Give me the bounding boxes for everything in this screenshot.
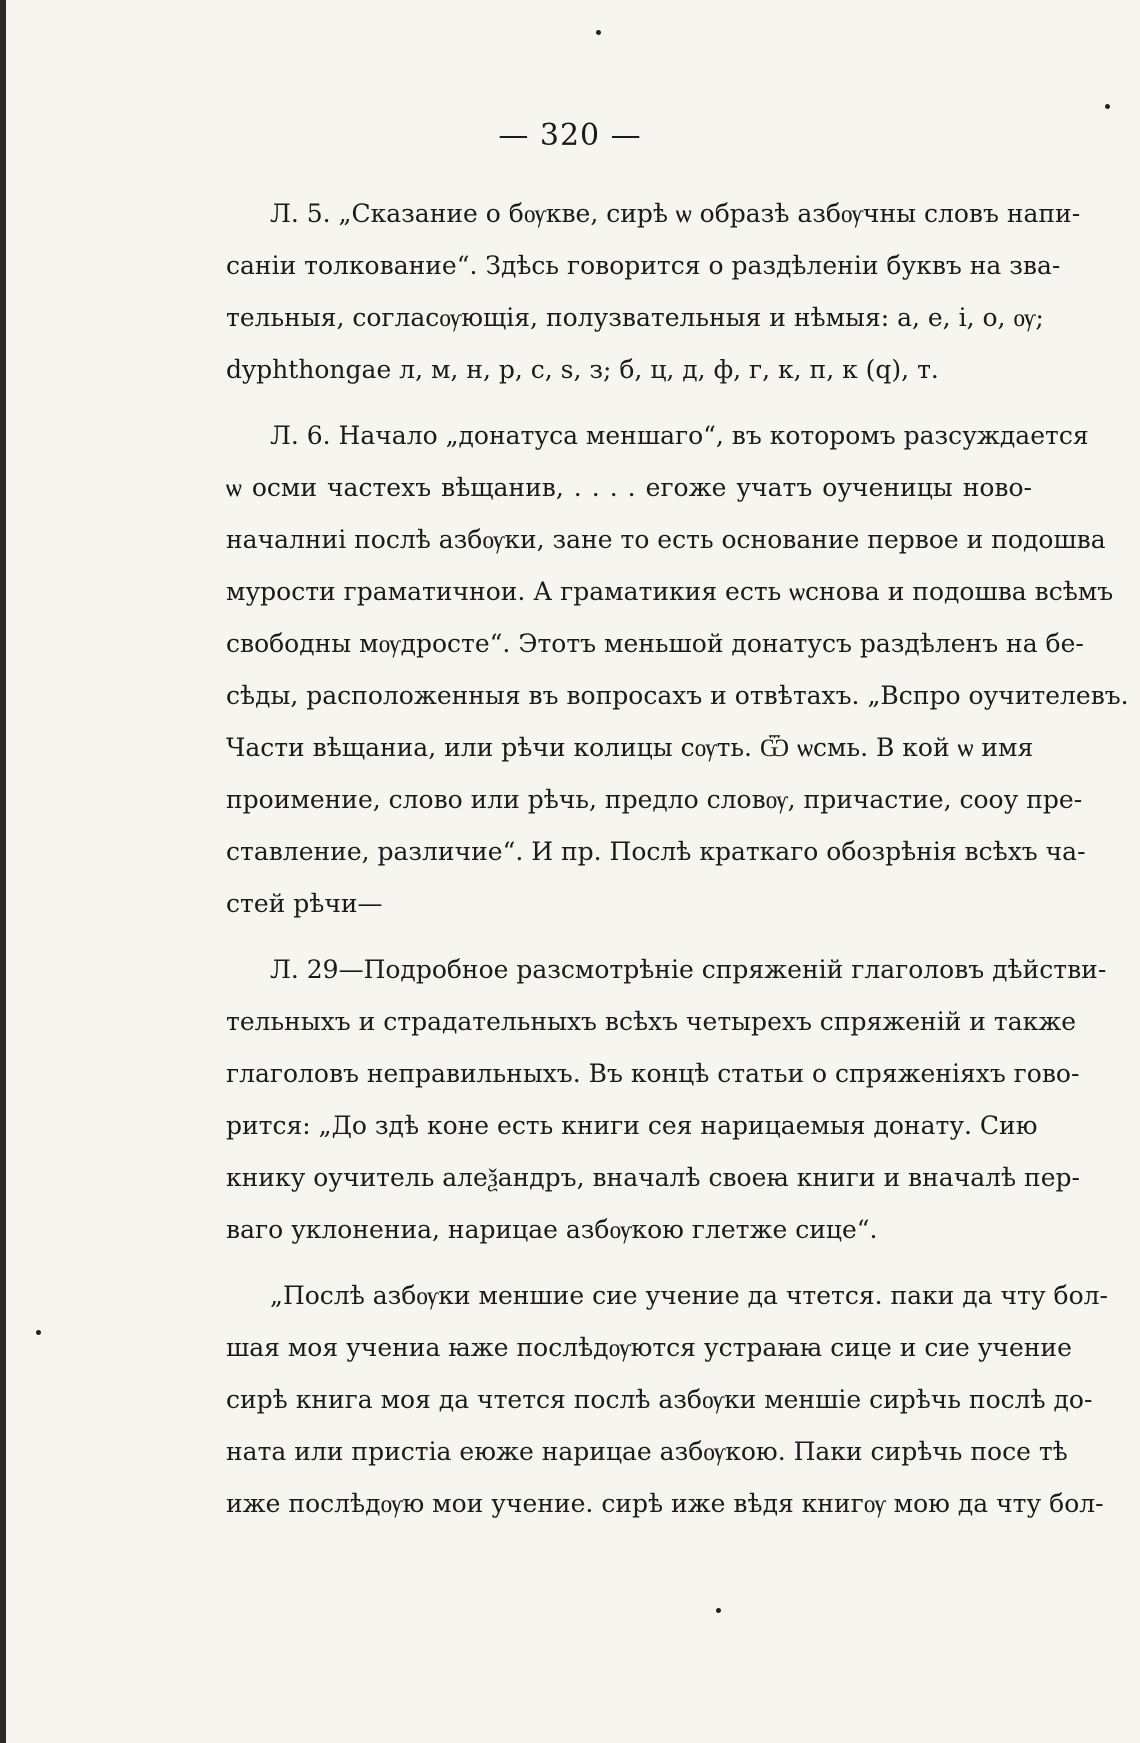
- text-line: стей рѣчи—: [226, 889, 383, 918]
- text-line: ната или пристіа еюже нарицае азбѹкою. Паки сирѣчь посе тѣ: [226, 1437, 1068, 1466]
- print-speck: [36, 1330, 41, 1335]
- print-speck: [596, 30, 601, 35]
- print-speck: [716, 1608, 721, 1613]
- text-line: Л. 29—Подробное разсмотрѣніе спряженій глаголовъ дѣйстви-: [270, 955, 1107, 984]
- text-line: свободны мѹдросте“. Этотъ меньшой донатусъ раздѣленъ на бе-: [226, 629, 1084, 658]
- text-line: Л. 6. Начало „донатуса меншаго“, въ которомъ разсуждается: [270, 421, 1089, 450]
- text-line: книку оучитель алеѯандръ, вначалѣ своеꙗ книги и вначалѣ пер-: [226, 1163, 1080, 1192]
- text-line: началниі послѣ азбѹки, зане то есть основание первое и подошва: [226, 525, 1106, 554]
- text-line: проимение, слово или рѣчь, предло словѹ, причастие, сооу пре-: [226, 785, 1083, 814]
- text-line: ѡ осми частехъ вѣщанив, . . . . егоже учатъ оученицы ново-: [226, 473, 1032, 502]
- text-line: Части вѣщаниа, или рѣчи колицы сѹть. Ѿ ѡсмь. В кой ѡ имя: [226, 733, 1034, 762]
- text-line: dyphthongae л, м, н, р, с, ѕ, з; б, ц, д, ф, г, к, п, к (q), т.: [226, 355, 939, 384]
- paragraph-l5: [226, 188, 1081, 396]
- text-line: ваго уклонениа, нарицае азбѹкою глетже сице“.: [226, 1215, 878, 1244]
- text-body: [226, 188, 1129, 1530]
- page-number: — 320 —: [498, 118, 642, 153]
- text-line: рится: „До здѣ коне есть книги сея нарицаемыя донату. Сию: [226, 1111, 1038, 1140]
- page-binding-edge: [0, 0, 6, 1743]
- print-speck: [1105, 104, 1110, 109]
- paragraph-quote: [226, 1270, 1108, 1530]
- text-line: тельныхъ и страдательныхъ всѣхъ четырехъ спряженій и также: [226, 1007, 1077, 1036]
- text-line: иже послѣдѹю мои учение. сирѣ иже вѣдя книгѹ мою да чту бол-: [226, 1489, 1104, 1518]
- text-line: сирѣ книга моя да чтется послѣ азбѹки меншіе сирѣчь послѣ до-: [226, 1385, 1093, 1414]
- text-line: ставление, различие“. И пр. Послѣ краткаго обозрѣнія всѣхъ ча-: [226, 837, 1086, 866]
- text-line: сѣды, расположенныя въ вопросахъ и отвѣтахъ. „Вспро оучителевъ.: [226, 681, 1129, 710]
- text-line: Л. 5. „Сказание о бѹкве, сирѣ ѡ образѣ азбѹчны словъ напи-: [270, 199, 1081, 228]
- paragraph-l29: [226, 944, 1107, 1256]
- text-line: мурости граматичнои. А граматикия есть ѡснова и подошва всѣмъ: [226, 577, 1114, 606]
- paragraph-l6: [226, 410, 1129, 930]
- text-line: шая моя учениа ꙗже послѣдѹются устраꙗꙗ сице и сие учение: [226, 1333, 1072, 1362]
- text-line: саніи толкованиe“. Здѣсь говорится о раздѣленіи буквъ на зва-: [226, 251, 1061, 280]
- text-line: глаголовъ неправильныхъ. Въ концѣ статьи о спряженіяхъ гово-: [226, 1059, 1080, 1088]
- text-line: тельныя, согласѹющія, полузвательныя и нѣмыя: а, е, і, о, ѹ;: [226, 303, 1044, 332]
- text-line: „Послѣ азбѹки меншие сие учение да чтется. паки да чту бол-: [270, 1281, 1108, 1310]
